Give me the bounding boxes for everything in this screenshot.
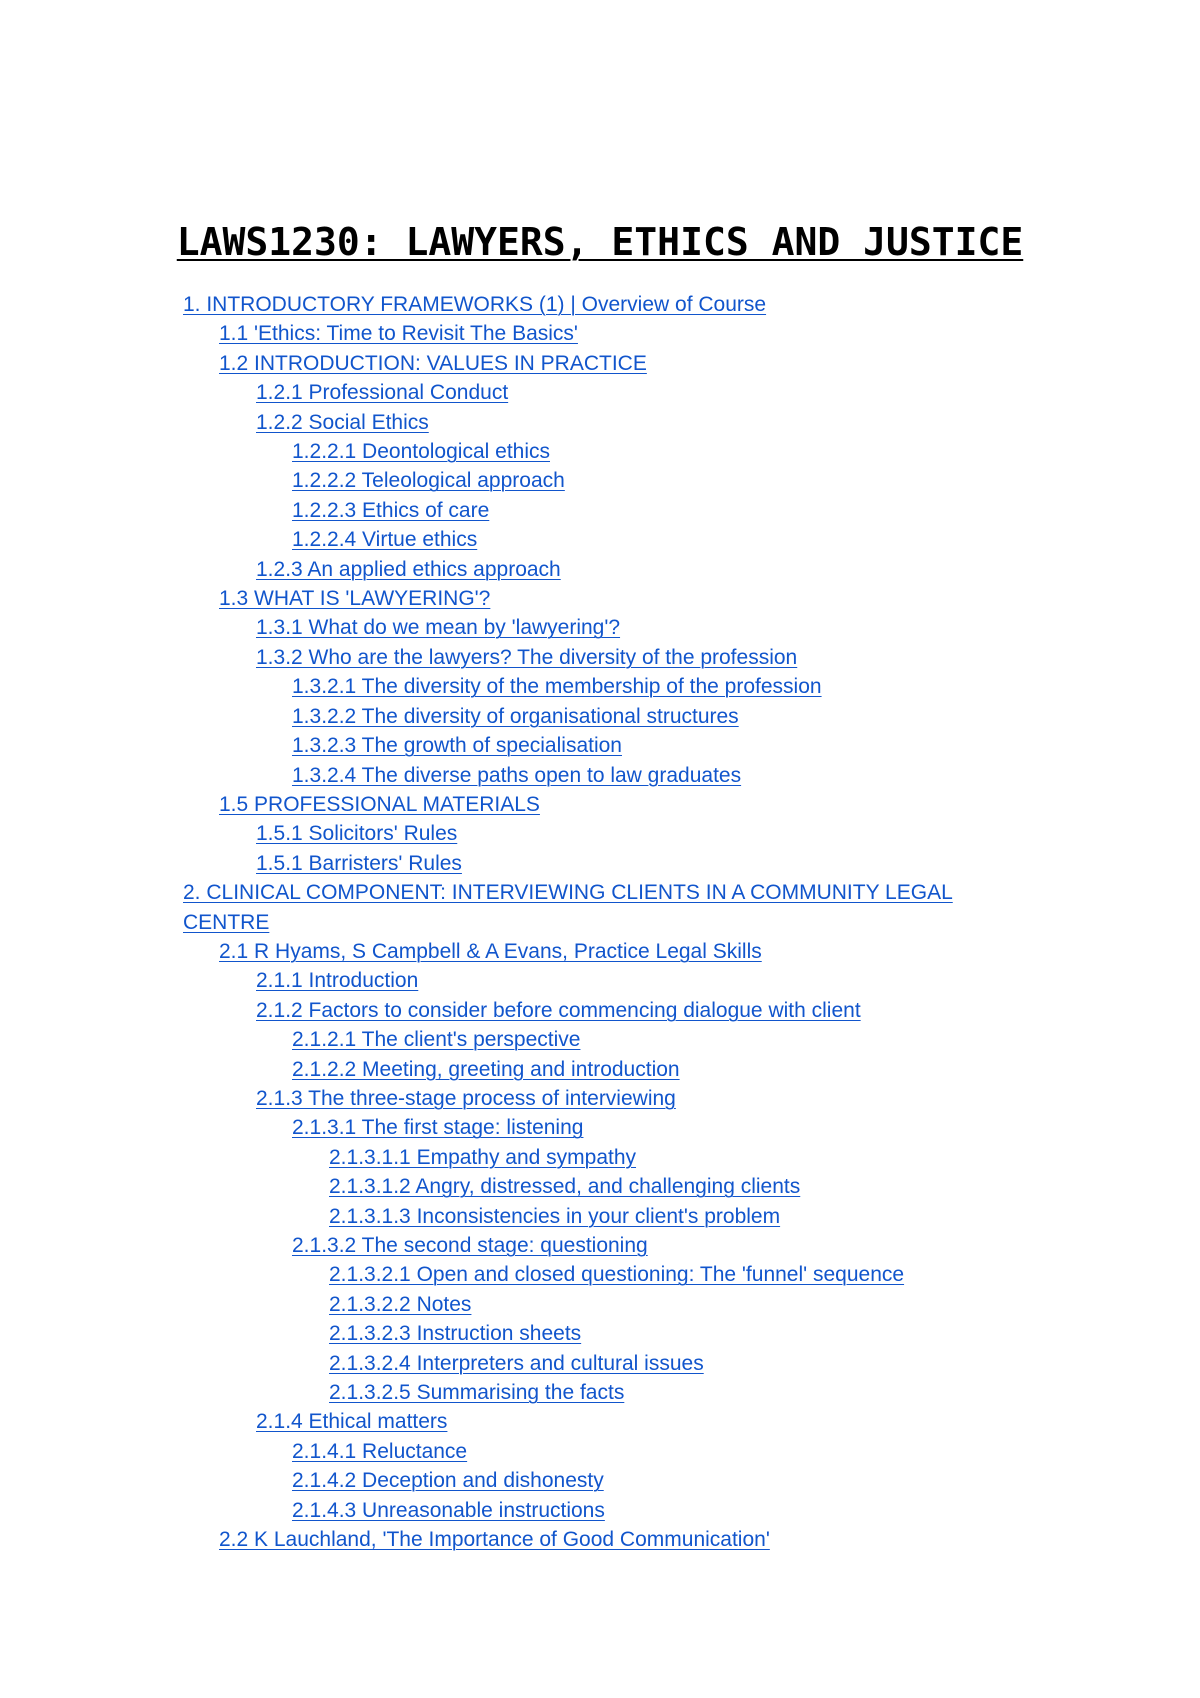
toc-link[interactable]: 2.1.4.3 Unreasonable instructions [292,1498,605,1522]
toc-link[interactable]: 1.3.2.1 The diversity of the membership of the profession [292,675,822,699]
toc-link[interactable]: 2.1.3.2.4 Interpreters and cultural issues [329,1351,704,1375]
toc-link[interactable]: 2.1.3.1.3 Inconsistencies in your client's problem [329,1204,781,1228]
toc-link[interactable]: 1.2.1 Professional Conduct [256,381,509,405]
toc-link[interactable]: 1.2.2 Social Ethics [256,410,429,434]
toc-link[interactable]: 2.1.3.2.5 Summarising the facts [329,1381,625,1405]
toc-link[interactable]: 2.1.4.2 Deception and dishonesty [292,1469,604,1493]
toc-link[interactable]: 1.1 'Ethics: Time to Revisit The Basics' [219,322,578,346]
toc-link[interactable]: 1.5 PROFESSIONAL MATERIALS [219,792,540,816]
toc-link[interactable]: 1.2 INTRODUCTION: VALUES IN PRACTICE [219,351,647,375]
toc-link[interactable]: 2.1.3.2.3 Instruction sheets [329,1322,582,1346]
table-of-contents [183,290,1023,1554]
toc-link[interactable]: 1.3.2 Who are the lawyers? The diversity of the profession [256,645,798,669]
toc-link[interactable]: 1.2.2.3 Ethics of care [292,498,490,522]
toc-link[interactable]: 1.2.2.4 Virtue ethics [292,528,478,552]
toc-link[interactable]: 2.1.2.1 The client's perspective [292,1028,581,1052]
toc-link[interactable]: 2.1.2.2 Meeting, greeting and introduction [292,1057,680,1081]
toc-link[interactable]: 2.1.3.2.1 Open and closed questioning: The 'funnel' sequence [329,1263,905,1287]
toc-link[interactable]: 2.1.3.2.2 Notes [329,1292,472,1316]
toc-link[interactable]: 1.2.2.1 Deontological ethics [292,440,550,464]
toc-link[interactable]: 1.3.2.3 The growth of specialisation [292,734,622,758]
toc-link[interactable]: 1.5.1 Solicitors' Rules [256,822,458,846]
toc-link[interactable]: 2.1.4.1 Reluctance [292,1439,468,1463]
toc-link[interactable]: 2.1.3.1 The first stage: listening [292,1116,584,1140]
toc-link[interactable]: 2.2 K Lauchland, 'The Importance of Good Communication' [219,1528,770,1552]
toc-link[interactable]: 1.2.3 An applied ethics approach [256,557,561,581]
toc-link[interactable]: 1.3.1 What do we mean by 'lawyering'? [256,616,621,640]
toc-link[interactable]: 2.1.4 Ethical matters [256,1410,448,1434]
toc-link[interactable]: 2.1.3.2 The second stage: questioning [292,1234,648,1257]
toc-link[interactable]: 2.1.3.1.2 Angry, distressed, and challenging clients [329,1175,801,1199]
toc-link[interactable]: 1.2.2.2 Teleological approach [292,469,565,493]
toc-link[interactable]: 1.3.2.2 The diversity of organisational structures [292,704,739,728]
toc-link[interactable]: 2.1 R Hyams, S Campbell & A Evans, Practice Legal Skills [219,939,762,963]
toc-link[interactable]: 2.1.1 Introduction [256,969,419,993]
document-title: LAWS1230: LAWYERS, ETHICS AND JUSTICE [176,220,1024,265]
toc-link[interactable]: 2.1.3.1.1 Empathy and sympathy [329,1145,637,1169]
toc-link[interactable]: 2.1.3 The three-stage process of interviewing [256,1086,676,1110]
toc-link[interactable]: 1.3.2.4 The diverse paths open to law graduates [292,763,742,787]
toc-link[interactable]: 1. INTRODUCTORY FRAMEWORKS (1) | Overview of Course [183,293,767,316]
toc-link[interactable]: 1.3 WHAT IS 'LAWYERING'? [219,587,491,611]
toc-link[interactable]: 2. CLINICAL COMPONENT: INTERVIEWING CLIENTS IN A COMMUNITY LEGAL CENTRE [183,881,953,934]
toc-link[interactable]: 2.1.2 Factors to consider before commencing dialogue with client [256,998,861,1022]
toc-link[interactable]: 1.5.1 Barristers' Rules [256,851,462,875]
